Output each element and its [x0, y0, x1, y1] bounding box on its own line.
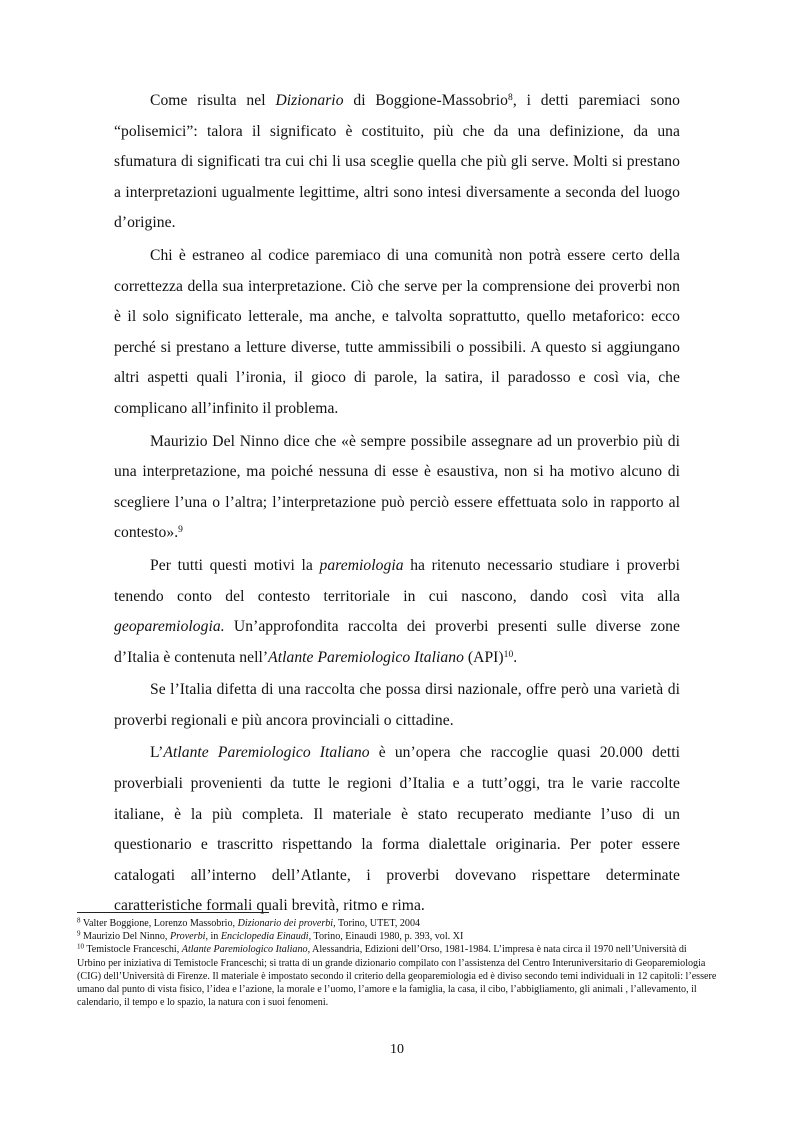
italic-text: Atlante Paremiologico Italiano: [163, 744, 370, 762]
italic-text: geoparemiologia.: [114, 618, 225, 636]
text-run: è un’opera che raccoglie quasi 20.000 detti proverbiali provenienti da tutte le regioni d’Italia e a tutt’oggi, tra le varie raccolte italiane, è la più completa. Il materiale è stato recuperato mediante l’uso di un questionario e trascritto rispettando la forma dialettale originaria. Per poter essere catalogati all’interno dell’Atlante, i proverbi dovevano rispettare determinate caratteristiche formali quali brevità, ritmo e rima.: [114, 744, 680, 915]
text-run: Valter Boggione, Lorenzo Massobrio,: [80, 918, 238, 929]
footnote-ref: 9: [178, 525, 183, 536]
paragraph: [114, 551, 680, 673]
italic-text: Enciclopedia Einaudi: [220, 931, 309, 943]
text-run: , Torino, UTET, 2004: [333, 918, 421, 929]
footnote-ref: 8: [508, 92, 513, 103]
text-run: , Torino, Einaudi 1980, p. 393, vol. XI: [308, 931, 464, 943]
italic-text: Dizionario: [275, 92, 344, 109]
text-run: Maurizio Del Ninno dice che «è sempre possibile assegnare ad un proverbio più di una interpretazione, ma poiché nessuna di esse è esaustiva, non si ha motivo alcuno di scegliere l’una o l’altra; l’interpretazione può perciò essere effettuata solo in rapporto al contesto».: [114, 432, 680, 542]
footnote-ref: 10: [503, 649, 514, 660]
text-run: Temistocle Franceschi,: [84, 944, 182, 956]
paragraph: [114, 675, 680, 736]
footnote: [77, 943, 717, 1009]
italic-text: paremiologia: [319, 556, 404, 574]
text-run: Per tutti questi motivi la: [150, 556, 320, 574]
paragraph: [114, 427, 680, 549]
text-run: , i detti paremiaci sono “polisemici”: talora il significato è costituito, più che da una definizione, da una sfumatura di significati tra cui chi li usa sceglie quella che più gli serve. Molti si prestano a interpretazioni ugualmente legittime, altri sono intesi diversamente a seconda del luogo d’origine.: [114, 92, 680, 232]
page-number: 10: [390, 1042, 404, 1057]
text-run: Come risulta nel: [150, 92, 276, 109]
text-run: di Boggione-Massobrio: [343, 92, 508, 109]
text-run: L’: [150, 744, 164, 762]
italic-text: Atlante Paremiologico Italiano: [268, 648, 464, 666]
text-run: ha ritenuto necessario studiare i proverbi tenendo conto del contesto territoriale in cui nascono, dando così vita alla: [114, 556, 680, 605]
footnote-ref: 10: [77, 942, 84, 951]
italic-text: Proverbi: [169, 931, 206, 943]
text-run: (API): [463, 648, 504, 666]
footnote-separator: [77, 912, 269, 913]
paragraph: [114, 738, 680, 922]
footnote: [77, 930, 717, 943]
text-run: Maurizio Del Ninno,: [80, 931, 170, 943]
paragraph: [114, 241, 680, 425]
footnotes: [77, 917, 717, 1009]
text-run: .: [513, 648, 518, 666]
italic-text: Dizionario dei proverbi: [237, 918, 334, 929]
paragraph: [114, 86, 680, 239]
footnote-ref: 8: [77, 916, 81, 925]
footnote-ref: 9: [77, 929, 81, 938]
text-run: Se l’Italia difetta di una raccolta che possa dirsi nazionale, offre però una varietà di proverbi regionali e più ancora provinciali o cittadine.: [114, 681, 680, 729]
text-run: Un’approfondita raccolta dei proverbi presenti sulle diverse zone d’Italia è contenuta nell’: [114, 618, 680, 666]
italic-text: Atlante Paremiologico Italiano: [181, 944, 308, 956]
text-run: , in: [205, 931, 221, 943]
footnote: [77, 917, 717, 930]
body-text: [114, 86, 680, 922]
text-run: Chi è estraneo al codice paremiaco di una comunità non potrà essere certo della correttezza della sua interpretazione. Ciò che serve per la comprensione dei proverbi non è il solo significato letterale, ma anche, e talvolta soprattutto, quello metaforico: ecco perché si prestano a letture diverse, tutte ammissibili o possibili. A questo si aggiungano altri aspetti quali l’ironia, il gioco di parole, la satira, il paradosso e così via, che complicano all’infinito il problema.: [114, 246, 680, 417]
text-run: , Alessandria, Edizioni dell’Orso, 1981-1984. L’impresa è nata circa il 1970 nell’Università di Urbino per iniziativa di Temistocle Franceschi; si tratta di un grande dizionario compilato con l’assistenza del Centro Interuniversitario di Geoparemiologia (CIG) dell’Università di Firenze. Il materiale è impostato secondo il criterio della geoparemiologia ed è diviso secondo temi individuali in 12 capitoli: l’essere umano dal punto di vista fisico, l’idea e l’azione, la morale e l’uomo, l’amore e la famiglia, la casa, il cibo, l’abbigliamento, gli animali , l’allevamento, il calendario, il tempo e lo spazio, la natura con i suoi fenomeni.: [77, 944, 717, 1009]
